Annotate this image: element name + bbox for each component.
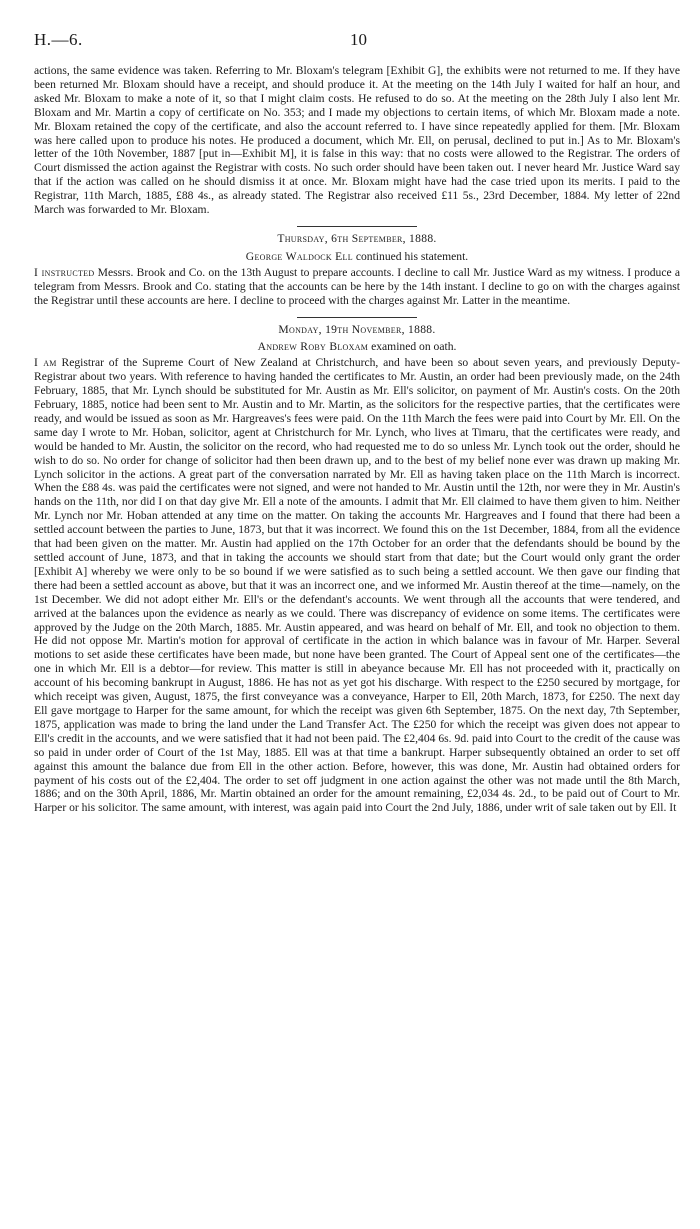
session-date: Thursday, 6th September, 1888. — [277, 231, 437, 245]
section-divider — [297, 226, 417, 227]
paragraph-body: Messrs. Brook and Co. on the 13th August to prepare accounts. I decline to call Mr. Justice Ward as my witness. I produce a telegram from Messrs. Brook and Co. stating that the accounts can be here by the 14th instant. I decline to go on with the charges against the Registrar until these accounts are here. I decline to proceed with the charges against Mr. Latter in the meantime. — [34, 265, 680, 307]
witness-heading — [34, 340, 680, 354]
witness-name: George Waldock Ell — [245, 249, 353, 263]
document-reference: H.—6. — [34, 30, 83, 49]
session-date: Monday, 19th November, 1888. — [278, 322, 436, 336]
witness-status: examined on oath. — [368, 340, 457, 354]
paragraph-lead: I am — [34, 356, 57, 370]
section-divider — [297, 317, 417, 318]
witness-name: Andrew Roby Bloxam — [257, 340, 369, 354]
testimony-paragraph — [34, 356, 680, 815]
page-header — [34, 30, 680, 64]
continued-paragraph: actions, the same evidence was taken. Referring to Mr. Bloxam's telegram [Exhibit G], the exhibits were not returned to me. If they have been returned Mr. Bloxam should have a receipt, and should produce it. At the meeting on the 14th July I waited for half an hour, and asked Mr. Bloxam to make a note of it, so that I might claim costs. He refused to do so. At the meeting on the 28th July I also lent Mr. Bloxam and Mr. Martin a copy of certificate on No. 353; and I made my objections to certain items, of which Mr. Bloxam made a note. Mr. Bloxam retained the copy of the certificate, and also the account referred to. I have since repeatedly applied for them. [Mr. Bloxam was here called upon to produce his notes. He produced a document, which Mr. Ell, on perusal, declined to put in.] As to Mr. Bloxam's letter of the 10th November, 1887 [put in—Exhibit M], it is false in this way: that no costs were allowed to the Registrar. The orders of Court dismissed the action against the Registrar with costs. No such order should have been taken out. I never heard Mr. Justice Ward say that if the action was called on he should dismiss it at once. Mr. Bloxam might have had the case tried upon its merits. I paid to the Registrar, 11th March, 1885, £88 4s., as already stated. The Registrar also received £11 5s., 23rd December, 1884. My letter of 22nd March was forwarded to Mr. Bloxam. — [34, 64, 680, 217]
witness-status: continued his statement. — [352, 249, 469, 263]
page-number: 10 — [350, 30, 367, 49]
paragraph-body: Registrar of the Supreme Court of New Zealand at Christchurch, and have been so about seven years, and previously Deputy-Registrar about two years. With reference to having handed the certificates to Mr. Austin, an order had been previously made, on the 24th February, 1885, that Mr. Lynch should be substituted for Mr. Austin as Mr. Ell's solicitor, on payment of Mr. Austin's costs. On the 20th February, 1885, notice had been sent to Mr. Austin and to Mr. Martin, as the solicitors for the respective parties, that the certificates were ready, and would be issued as soon as Mr. Hargreaves's fees were paid. On the 11th March the fees were paid into Court by Mr. Ell. On the same day I wrote to Mr. Hoban, solicitor, agent at Christchurch for Mr. Lynch, who lives at Timaru, that the certificates were ready, and would be handed to Mr. Austin, the solicitor on the record, who had requested me to do so unless Mr. Lynch took out the order, should he wish to do so. No order for change of solicitor had then been drawn up, and to the best of my belief none ever was drawn up making Mr. Lynch solicitor in the actions. A great part of the conversation narrated by Mr. Ell as having taken place on the 11th March is incorrect. When the £88 4s. was paid the certificates were not signed, and were not handed to Mr. Austin until the 12th, nor were they in Mr. Austin's hands on the 11th, nor did I on that day give Mr. Ell a note of the amounts. I admit that Mr. Ell claimed to have them given to him. Neither Mr. Lynch nor Mr. Hoban attended at any time on the matter. On taking the accounts Mr. Hargreaves and I found that there had been a settled account between the parties to June, 1873, but that it was incorrect. We found this on the 1st December, 1884, from all the evidence that had been given on the matter. Mr. Austin had applied on the 17th October for an order that the defendants should be bound by the settled account of June, 1873, and that in taking the accounts we should start from that date; but the Court would only grant the order [Exhibit A] whereby we were only to be so bound if we were satisfied as to such being a settled account. We then gave our finding that there had been a settled account as above, but that it was an incorrect one, and we informed Mr. Austin thereof at the time—namely, on the 1st December. We did not adopt either Mr. Ell's or the defendant's accounts. We went through all the accounts that were tendered, and arrived at the balances upon the evidence as nearly as we could. There was discrepancy of evidence on some items. The certificates were approved by the Judge on the 20th March, 1885. Mr. Austin appeared, and was heard on behalf of Mr. Ell, and took no objection to them. He did not oppose Mr. Martin's motion for approval of certificate in the action in which balance was in favour of Mr. Harper. Several motions to set aside these certificates have been made, but none have been granted. The Court of Appeal sent one of the certificates—the one in which Mr. Ell is a debtor—for review. This matter is still in abeyance because Mr. Ell has not proceeded with it, practically on account of his becoming bankrupt in August, 1886. He has not as yet got his discharge. With respect to the £250 secured by mortgage, for which receipt was given, August, 1875, the first conveyance was a conveyance, Harper to Ell, 20th March, 1873, for £250. The next day Ell gave mortgage to Harper for the same amount, for which the receipt was given 6th September, 1875. On the next day, 7th September, 1875, application was made to bring the land under the Land Transfer Act. The £250 for which the receipt was given does not appear to Ell's credit in the accounts, and we were satisfied that it had not been paid. The £2,404 6s. 9d. paid into Court to the credit of the cause was so paid in under order of Court of the 1st May, 1885. Ell was at that time a bankrupt. Harper subsequently obtained an order to set off against this amount the balance due from Ell in the other action. Before, however, this was done, Mr. Austin had obtained orders for payment of his costs out of the £2,404. The order to set off judgment in one action against the other was not made until the 8th March, 1886; and on the 30th April, 1886, Mr. Martin obtained an order for the amount remaining, £2,034 4s. 2d., to be paid out of Court to Mr. Harper or his solicitor. The same amount, with interest, was again paid into Court the 2nd July, 1886, under writ of sale taken out by Ell. It — [34, 356, 680, 815]
witness-heading — [34, 250, 680, 264]
statement-paragraph — [34, 266, 680, 308]
paragraph-lead: I instructed — [34, 265, 95, 279]
